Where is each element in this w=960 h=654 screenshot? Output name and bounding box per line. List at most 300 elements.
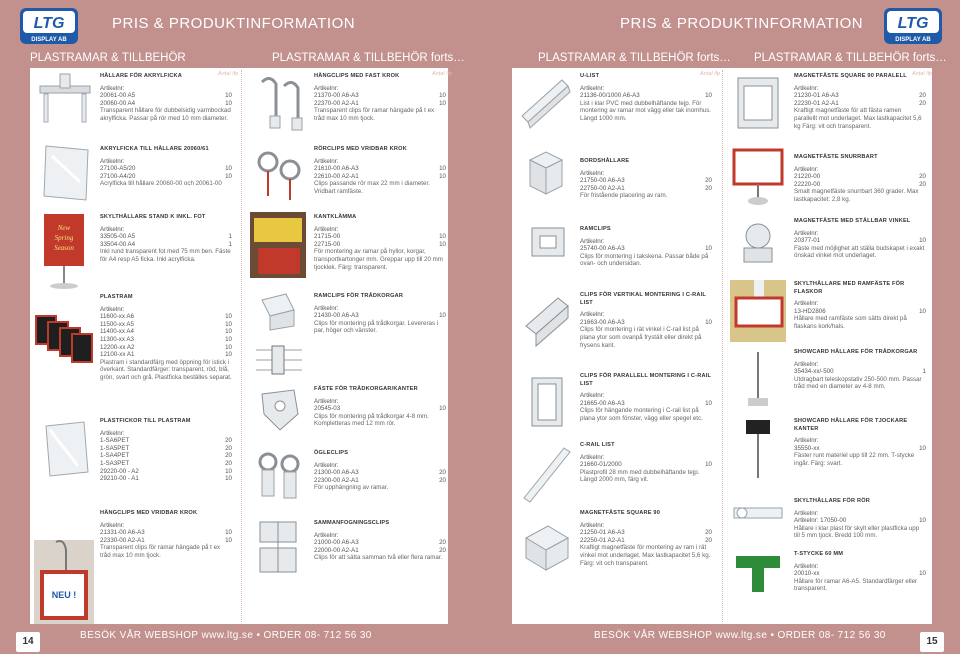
product-description: För montering av ramar på hyllor, korgar, transportkartonger mm. Greppar upp till 20 mm tjocklek. Färg: transparent. [314, 248, 443, 271]
article-number: 29210-00 - A1 [100, 475, 139, 483]
article-row [100, 537, 232, 545]
product-title: BORDSHÅLLARE [580, 158, 630, 164]
article-row [100, 344, 232, 352]
article-row [100, 529, 232, 537]
article-number: 35434-xx/-500 [794, 368, 834, 376]
pack-quantity: 10 [225, 467, 232, 475]
article-label: Artikelnr: [314, 157, 339, 165]
article-row [100, 437, 232, 445]
basket-edge-fitting-image [254, 384, 304, 436]
product-entry [794, 551, 926, 593]
pipe-sign-holder-image [730, 496, 786, 536]
ltg-logo-left [20, 8, 78, 44]
section-heading: PLASTRAMAR & TILLBEHÖR forts… [754, 52, 947, 64]
pack-quantity: 10 [705, 318, 712, 326]
column-divider [241, 70, 242, 622]
product-description: List i klar PVC med dubbelhäftande tejp. För montering av ramar mot vägg eller tak inomhus. Längd 1000 mm. [580, 99, 712, 122]
product-description: Plastram i standardfärg med öppning för istick i överkant. Standardfärger: transparent, röd, blå, grön, svart och grå. Plastficka beställes separat. [100, 358, 232, 381]
article-number: 21430-00 A6-A3 [314, 312, 359, 320]
article-label: Artikelnr: [580, 169, 605, 177]
article-label: Artikelnr: [580, 237, 605, 245]
product-title: KANTKLÄMMA [314, 214, 357, 220]
article-row [100, 173, 232, 181]
product-title: CLIPS FÖR PARALLELL MONTERING I C-RAIL LIST [580, 373, 711, 387]
article-number: 22715-00 [314, 240, 341, 248]
article-number: 21136-00/1000 A6-A3 [580, 92, 640, 100]
article-row [314, 233, 446, 241]
article-row [100, 321, 232, 329]
article-number: 22370-00 A2-A1 [314, 99, 359, 107]
article-row [314, 173, 446, 181]
article-row [100, 468, 232, 476]
article-row [580, 177, 712, 185]
product-entry [314, 214, 446, 271]
article-row [314, 477, 446, 485]
pack-quantity: 20 [225, 459, 232, 467]
pack-quantity: 20 [919, 99, 926, 107]
product-entry [580, 373, 712, 423]
pack-quantity: 10 [225, 475, 232, 483]
product-entry [314, 73, 446, 123]
sign-text: Season [54, 244, 74, 252]
pack-quantity: 10 [439, 312, 446, 320]
pack-quantity: 10 [919, 307, 926, 315]
product-title: HÄNGCLIPS MED FAST KROK [314, 73, 400, 79]
magnet-adjustable-image [730, 218, 786, 270]
product-entry [580, 442, 712, 484]
product-entry [580, 158, 712, 200]
article-row [100, 336, 232, 344]
article-row [794, 92, 926, 100]
article-number: 11600-xx A6 [100, 313, 134, 321]
product-title: ÖGLECLIPS [314, 450, 349, 456]
article-number: 13-HD2806 [794, 307, 826, 315]
article-label: Artikelnr: [314, 84, 339, 92]
article-number: 33504-00 A4 [100, 240, 136, 248]
article-row [100, 328, 232, 336]
section-heading: PLASTRAMAR & TILLBEHÖR forts… [538, 52, 731, 64]
pack-quantity: 10 [705, 461, 712, 469]
acrylic-holder-image [36, 72, 94, 134]
product-description: Inkl rund transparent fot med 75 mm ben. Fäste för A4 resp A5 ficka. Inkl acrylficka. [100, 248, 231, 263]
crail-list-image [518, 444, 574, 506]
table-holder-image [522, 146, 570, 200]
product-title: PLASTRAM [100, 294, 133, 300]
pack-quantity: 10 [225, 92, 232, 100]
article-label: Artikelnr: [100, 305, 125, 313]
product-description: För fristående placering av ram. [580, 192, 668, 200]
article-label: Artikelnr: [794, 165, 819, 173]
article-label: Artikelnr: [794, 437, 819, 445]
product-entry [100, 214, 232, 264]
product-description: Clips för hängande montering i C-rail list på plana ytor som fönster, vägg eller spegel etc. [580, 407, 703, 422]
article-label: Artikelnr: [794, 300, 819, 308]
pack-quantity: 10 [439, 92, 446, 100]
pack-quantity: 10 [705, 245, 712, 253]
article-label: Artikelnr: [100, 84, 125, 92]
product-title: MAGNETFÄSTE SQUARE 90 [580, 510, 661, 516]
article-row [794, 517, 926, 525]
pack-quantity: 10 [439, 165, 446, 173]
article-row [794, 368, 926, 376]
product-description: Clips för montering på trådkorgar. Levereras i par, höger och vänster. [314, 319, 439, 335]
product-title: FÄSTE FÖR TRÅDKORGAR/KANTER [314, 386, 418, 392]
article-row [100, 241, 232, 249]
pack-quantity: 10 [705, 92, 712, 100]
product-entry [580, 292, 712, 349]
article-row [314, 165, 446, 173]
pack-quantity: 10 [225, 328, 232, 336]
article-row [100, 351, 232, 359]
article-row [794, 173, 926, 181]
pack-quantity: 20 [705, 177, 712, 185]
showcard-wire-holder-image [732, 348, 784, 410]
product-description: Hållare i klar plast för skylt eller plastficka upp till 5 mm tjock. Bredd 100 mm. [794, 524, 920, 540]
article-row [100, 233, 232, 241]
product-description: Transparent clips för ramar hängade på t ex tråd max 10 mm tjock. [314, 107, 435, 122]
pack-quantity: 10 [439, 99, 446, 107]
article-number: 21665-00 A6-A3 [580, 399, 625, 407]
product-description: Kraftigt magnetfäste för att fästa ramen parallellt mot underlaget. Max lastkapacitet 5,6 kg Färg: vit och transparent. [794, 107, 922, 130]
pack-quantity: 10 [439, 240, 446, 248]
article-number: 22610-00 A2-A1 [314, 172, 359, 180]
product-title: RÖRCLIPS MED VRIDBAR KROK [314, 146, 407, 152]
article-label: Artikelnr: [580, 521, 605, 529]
pack-quantity: 20 [919, 180, 926, 188]
fixed-hook-clip-image [250, 72, 306, 134]
article-number: 12200-xx A2 [100, 343, 135, 351]
article-number: 21750-00 A6-A3 [580, 177, 625, 185]
article-label: Artikelnr: [794, 509, 819, 517]
pack-quantity: 20 [439, 539, 446, 547]
logo-text: LTG [897, 15, 929, 32]
page-number-left: 14 [16, 632, 40, 652]
pack-quantity: 10 [225, 529, 232, 537]
article-row [580, 92, 712, 100]
product-description: Fäster runt materiel upp till 22 mm. T-stycke ingår. Färg: svart. [794, 452, 915, 467]
product-description: Clips passande rör max 22 mm i diameter. Vridbart ramfäste. [314, 180, 430, 195]
product-entry [314, 386, 446, 428]
sign-text: NEU ! [51, 590, 77, 600]
article-row [794, 181, 926, 189]
pack-quantity: 10 [225, 165, 232, 173]
product-entry [100, 418, 232, 483]
article-number: 25740-00 A6-A3 [580, 245, 625, 253]
article-row [580, 529, 712, 537]
article-number: 11300-xx A3 [100, 335, 134, 343]
pack-quantity: 20 [919, 92, 926, 100]
article-number: 27100-A5/20 [100, 165, 136, 173]
loop-clip-image [252, 448, 304, 502]
product-entry [580, 510, 712, 567]
pipe-clip-image [250, 142, 306, 204]
article-number: 21370-00 A6-A3 [314, 92, 359, 100]
article-row [314, 92, 446, 100]
article-label: Artikelnr: [580, 392, 605, 400]
product-title: SHOWCARD HÅLLARE FÖR TRÅDKORGAR [794, 349, 918, 355]
article-number: 20061-00 A5 [100, 92, 136, 100]
sign-text: Spring [54, 234, 74, 242]
article-number: 21250-01 A6-A3 [580, 529, 625, 537]
product-title: C-RAIL LIST [580, 442, 615, 448]
pack-quantity: 10 [919, 517, 926, 525]
product-description: Transparent hållare för dubbelsidig varmbockad akrylficka. Passar på rör med 10 mm diameter. [100, 107, 231, 122]
product-description: Transparent clips för ramar hängade på t ex tråd max 10 mm tjock. [100, 544, 221, 559]
article-label: Artikelnr: [314, 304, 339, 312]
pack-quantity: 20 [705, 529, 712, 537]
article-row [580, 461, 712, 469]
antal-header: Antal /fp [700, 71, 721, 77]
product-description: Fäste med möjlighet att ställa budskapet i exakt önskad vinkel mot underlaget. [794, 244, 925, 260]
article-number: 1-SA6PET [100, 437, 130, 445]
article-number: 20377-01 [794, 237, 821, 245]
product-entry [314, 450, 446, 492]
joining-clip-image [252, 516, 304, 578]
product-description: Clips för montering i rät vinkel i C-rail list på plana ytor som ovanpå frystält eller direkt på frysens kant. [580, 326, 702, 349]
article-number: 21000-00 A6-A3 [314, 539, 359, 547]
article-label: Artikelnr: [794, 360, 819, 368]
product-title: MAGNETFÄSTE MED STÄLLBAR VINKEL [794, 218, 911, 224]
product-entry [794, 218, 926, 260]
article-number: 1-SA4PET [100, 452, 130, 460]
pack-quantity: 20 [439, 476, 446, 484]
article-row [100, 445, 232, 453]
article-row [100, 313, 232, 321]
page-title-right: PRIS & PRODUKTINFORMATION [620, 15, 864, 32]
article-row [314, 405, 446, 413]
article-number: 22750-00 A2-A1 [580, 184, 625, 192]
article-number: 22230-01 A2-A1 [794, 99, 839, 107]
article-label: Artikelnr: [794, 84, 819, 92]
article-number: 22000-00 A2-A1 [314, 546, 359, 554]
wire-basket-clip-image [256, 290, 300, 332]
parallel-crail-clip-image [520, 372, 574, 432]
logo-text: LTG [33, 15, 65, 32]
article-number: 21331-00 A6-A3 [100, 529, 145, 537]
article-row [794, 237, 926, 245]
article-row [100, 452, 232, 460]
magnet-swivel-image [728, 146, 788, 208]
article-row [580, 245, 712, 253]
article-number: 20545-03 [314, 405, 341, 413]
product-entry [314, 293, 446, 335]
ltg-logo-right [884, 8, 942, 44]
article-number: 22250-01 A2-A1 [580, 536, 625, 544]
plastic-frames-image [34, 312, 94, 364]
article-label: Artikelnr: [314, 397, 339, 405]
article-number: 22300-00 A2-A1 [314, 476, 359, 484]
article-number: 21660-01/2000 [580, 461, 622, 469]
product-title: RAMCLIPS [580, 226, 611, 232]
product-title: SKYLTHÅLLARE FÖR RÖR [794, 498, 870, 504]
article-row [100, 165, 232, 173]
antal-header: Antal /fp [912, 71, 933, 77]
article-row [100, 460, 232, 468]
product-title: PLASTFICKOR TILL PLASTRAM [100, 418, 191, 424]
article-row [580, 319, 712, 327]
product-title: MAGNETFÄSTE SNURRBART [794, 154, 878, 160]
product-title: SHOWCARD HÅLLARE FÖR TJOCKARE KANTER [794, 418, 908, 432]
product-entry [100, 510, 232, 560]
sign-text: New [57, 224, 71, 232]
article-row [314, 100, 446, 108]
wire-basket-rail-image [254, 340, 304, 380]
product-description: Clips för montering på trådkorgar 4-8 mm. Kompletteras med 12 mm rör. [314, 412, 429, 428]
pack-quantity: 20 [439, 469, 446, 477]
article-row [794, 100, 926, 108]
article-number: 12100-xx A1 [100, 351, 135, 359]
product-title: SKYLTHÅLLARE MED RAMFÄSTE FÖR FLASKOR [794, 281, 905, 295]
article-label: Artikelnr: [314, 531, 339, 539]
article-number: 11400-xx A4 [100, 328, 134, 336]
article-number: 22220-00 [794, 180, 821, 188]
product-entry [794, 281, 926, 331]
product-entry [794, 349, 926, 391]
article-row [794, 308, 926, 316]
article-label: Artikelnr: [580, 84, 605, 92]
vertical-crail-clip-image [520, 290, 574, 348]
pack-quantity: 10 [919, 570, 926, 578]
product-entry [580, 73, 712, 123]
product-title: SAMMANFOGNINGSCLIPS [314, 520, 390, 526]
pack-quantity: 10 [225, 99, 232, 107]
plastic-pocket-image [40, 420, 92, 478]
article-number: 21610-00 A6-A3 [314, 165, 359, 173]
article-row [314, 547, 446, 555]
product-entry [794, 498, 926, 540]
product-entry [794, 73, 926, 130]
article-label: Artikelnr: [100, 521, 125, 529]
article-label: Artikelnr: [314, 225, 339, 233]
magnet-parallel-image [730, 72, 786, 134]
article-number: 22330-00 A2-A1 [100, 536, 145, 544]
article-number: 20010-xx [794, 570, 820, 578]
article-number: 11500-xx A5 [100, 320, 134, 328]
article-label: Artikelnr: [580, 453, 605, 461]
product-title: AKRYLFICKA TILL HÅLLARE 20060/61 [100, 146, 209, 152]
footer-webshop-right[interactable]: BESÖK VÅR WEBSHOP www.ltg.se • ORDER 08- 712 56 30 [594, 630, 886, 641]
magnet-square-90-image [518, 518, 574, 576]
product-description: Plastprofil 28 mm med dubbelhäftande tejp. Längd 2000 mm, färg vit. [580, 468, 700, 484]
product-description: Smalt magnetfäste snurrbart 360 grader. Max lastkapacitet: 2,8 kg. [794, 188, 919, 203]
product-title: SKYLTHÅLLARE STAND K INKL. FOT [100, 214, 206, 220]
product-description: Hållare för ramar A6-A5. Standardfärger eller transparent. [794, 577, 918, 593]
t-piece-image [730, 548, 786, 596]
page-title-left: PRIS & PRODUKTINFORMATION [112, 15, 356, 32]
article-number: 1-SA3PET [100, 459, 130, 467]
article-number: 21220-00 [794, 173, 821, 181]
article-label: Artikelnr: [580, 311, 605, 319]
product-title: HÅLLARE FÖR AKRYLFICKA [100, 73, 182, 79]
showcard-thick-edge-holder-image [732, 416, 784, 486]
product-entry [314, 146, 446, 196]
pack-quantity: 10 [225, 320, 232, 328]
pack-quantity: 1 [228, 240, 232, 248]
product-description: Hållare med ramfäste som sätts direkt på flaskans kork/hals. [794, 315, 907, 330]
article-row [314, 312, 446, 320]
page-number-right: 15 [920, 632, 944, 652]
product-title: T-STYCKE 60 MM [794, 551, 844, 557]
antal-header: Antal /fp [432, 71, 453, 77]
pack-quantity: 10 [919, 444, 926, 452]
article-row [314, 241, 446, 249]
article-number: 21715-00 [314, 233, 341, 241]
pack-quantity: 20 [919, 173, 926, 181]
article-number: 33505-00 A5 [100, 233, 136, 241]
article-row [100, 100, 232, 108]
article-row [100, 92, 232, 100]
article-number: 29220-00 - A2 [100, 467, 139, 475]
article-number: 1-SA5PET [100, 444, 130, 452]
section-heading: PLASTRAMAR & TILLBEHÖR forts… [272, 52, 465, 64]
product-description: Acrylficka till hållare 20060-00 och 20061-00 [100, 180, 222, 188]
article-number: Artikelnr: 17050-00 [794, 517, 847, 525]
product-entry [580, 226, 712, 268]
acrylic-pocket-image [40, 142, 92, 204]
footer-webshop-left[interactable]: BESÖK VÅR WEBSHOP www.ltg.se • ORDER 08- 712 56 30 [80, 630, 372, 641]
product-description: Kraftigt magnetfäste för montering av ram i rät vinkel mot underlaget. Max lastkapacitet 5,6 kg. Färg: vit och transparent. [580, 544, 711, 567]
article-label: Artikelnr: [314, 461, 339, 469]
pack-quantity: 10 [225, 313, 232, 321]
logo-subtext: DISPLAY AB [895, 37, 931, 43]
pack-quantity: 10 [225, 351, 232, 359]
product-title: CLIPS FÖR VERTIKAL MONTERING I C-RAIL LIST [580, 292, 706, 306]
article-label: Artikelnr: [794, 562, 819, 570]
pack-quantity: 10 [439, 172, 446, 180]
product-description: För upphängning av ramar. [314, 484, 389, 492]
ramclips-image [526, 220, 570, 264]
pack-quantity: 20 [705, 184, 712, 192]
article-row [794, 570, 926, 578]
article-row [580, 400, 712, 408]
product-entry [100, 146, 232, 188]
pack-quantity: 10 [439, 405, 446, 413]
column-divider [722, 70, 723, 622]
edge-clamp-image [250, 212, 306, 278]
product-entry [794, 418, 926, 468]
antal-header: Antal /fp [218, 71, 239, 77]
pack-quantity: 20 [705, 536, 712, 544]
section-heading: PLASTRAMAR & TILLBEHÖR [30, 52, 186, 64]
product-title: MAGNETFÄSTE SQUARE 90 PARALELL [794, 73, 907, 79]
sign-stand-image [42, 212, 86, 290]
product-entry [794, 154, 926, 204]
pack-quantity: 10 [225, 343, 232, 351]
pack-quantity: 10 [705, 399, 712, 407]
product-title: HÄNGCLIPS MED VRIDBAR KROK [100, 510, 198, 516]
bottle-sign-holder-image [730, 280, 786, 342]
pack-quantity: 20 [225, 437, 232, 445]
pack-quantity: 10 [225, 172, 232, 180]
article-row [100, 475, 232, 483]
product-entry [100, 294, 232, 382]
product-description: Clips för montering i takskena. Passar både på ovan- och undersidan. [580, 252, 709, 268]
pack-quantity: 10 [225, 335, 232, 343]
article-row [794, 445, 926, 453]
pack-quantity: 20 [439, 546, 446, 554]
pack-quantity: 10 [439, 233, 446, 241]
article-row [580, 185, 712, 193]
pack-quantity: 1 [228, 233, 232, 241]
product-title: U-LIST [580, 73, 600, 79]
article-number: 20060-00 A4 [100, 99, 136, 107]
article-number: 27100-A4/20 [100, 172, 136, 180]
article-number: 21300-00 A6-A3 [314, 469, 359, 477]
logo-subtext: DISPLAY AB [31, 37, 67, 43]
article-label: Artikelnr: [100, 429, 125, 437]
product-entry [100, 73, 232, 123]
product-title: RAMCLIPS FÖR TRÅDKORGAR [314, 293, 404, 299]
